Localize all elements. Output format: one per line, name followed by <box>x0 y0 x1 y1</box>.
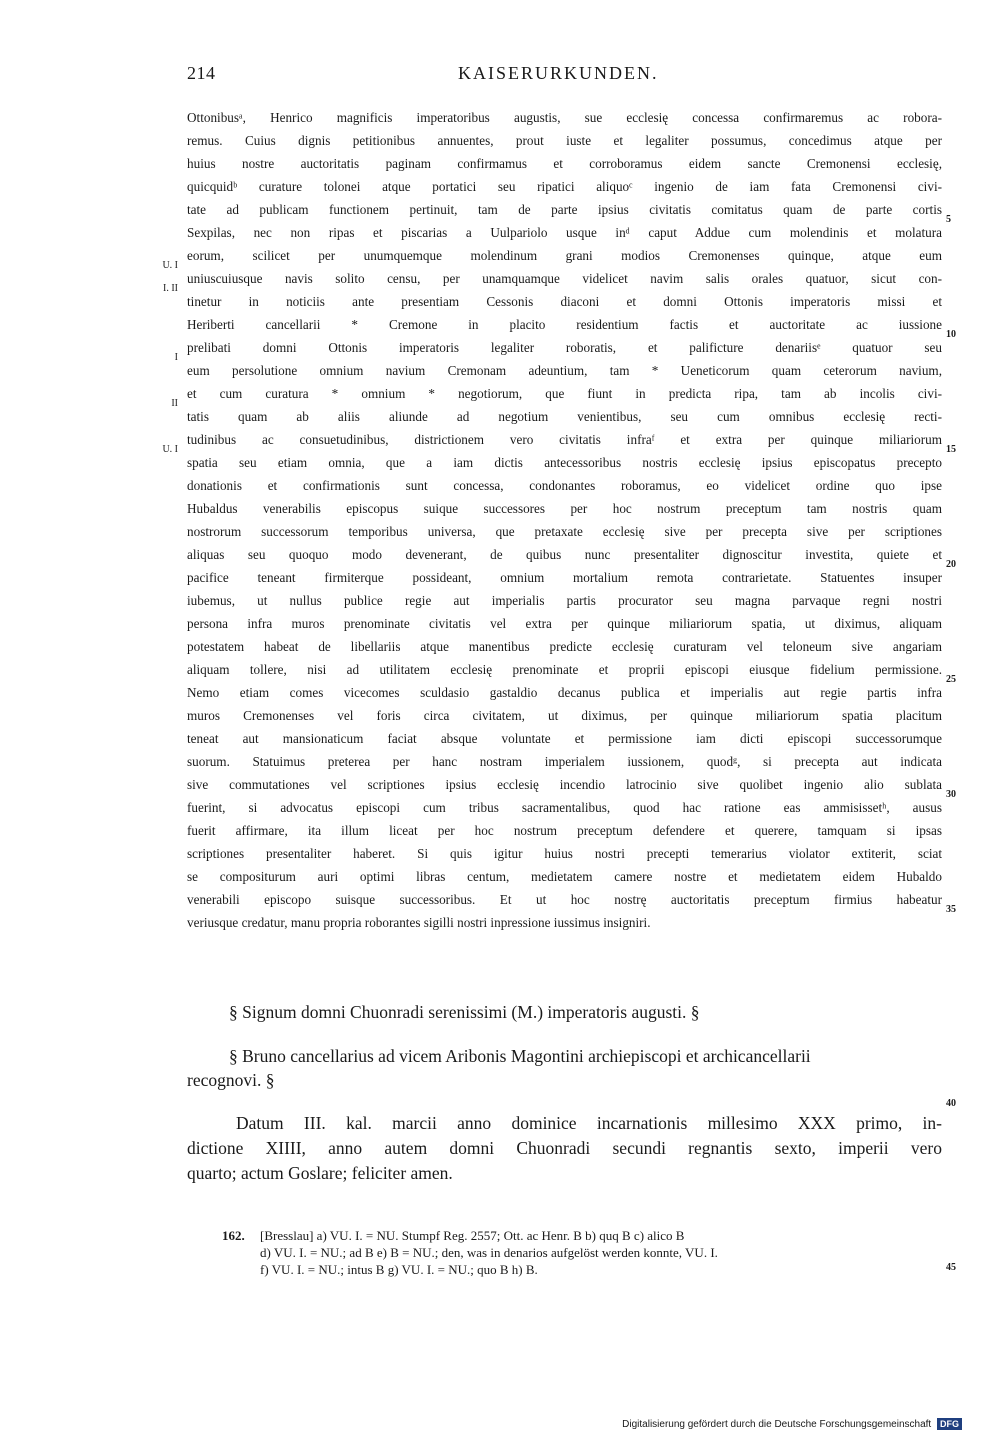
text-line: tudinibus ac consuetudinibus, districtionem vero civitatis infraᶠ et extra per quinque miliariorum <box>187 432 942 447</box>
text-line: potestatem habeat de libellariis atque manentibus predicte ecclesię curaturam vel teloneum sive angariam <box>187 639 942 654</box>
signum-text: § Signum domni Chuonradi serenissimi (M.) imperatoris augusti. § <box>229 1002 700 1022</box>
text-line: persona infra muros prenominate civitatis vel extra per quinque miliariorum spatia, ut diximus, aliquam <box>187 616 942 631</box>
margin-note: I. II <box>163 283 178 294</box>
line-number: 45 <box>946 1262 956 1273</box>
text-line: Hubaldus venerabilis episcopus suique successores per hoc nostrum preceptum tam nostris quam <box>187 501 942 516</box>
text-line: spatia seu etiam omnia, que a iam dictis antecessoribus nostris ecclesię ipsius episcopatus precepto <box>187 455 942 470</box>
text-line: sive commutationes vel scriptiones ipsius ecclesię incendio latrocinio sive quolibet ingenio alio sublata <box>187 777 942 792</box>
recognition-text: § Bruno cancellarius ad vicem Aribonis Magontini archiepiscopi et archicancellarii <box>229 1046 811 1066</box>
text-line: nostrorum successorum temporibus universa, que pretaxate ecclesię sive per precepta sive per scriptiones <box>187 524 942 539</box>
text-line: huius nostre auctoritatis paginam confirmamus et corroboramus eidem sancte Cremonensi ecclesię, <box>187 156 942 171</box>
text-line: eum persolutione omnium navium Cremonam adeuntium, tam * Ueneticorum quam ceterorum navium, <box>187 363 942 378</box>
recognition-text: recognovi. § <box>187 1070 275 1090</box>
text-line: Ottonibusᵃ, Henrico magnificis imperatoribus augustis, sue ecclesię concessa confirmaremus ac robora- <box>187 110 942 125</box>
text-line: Heriberti cancellarii * Cremone in placito residentium factis et auctoritate ac iussione <box>187 317 942 332</box>
text-line: Sexpilas, nec non ripas et piscarias a Uulpariolo usque inᵈ caput Addue cum molendinis et molatura <box>187 225 942 240</box>
line-number: 40 <box>946 1098 956 1109</box>
margin-note: U. I <box>162 444 178 455</box>
text-line: fuerit affirmare, ita illum liceat per hoc nostrum preceptum defendere et querere, tamquam si ipsas <box>187 823 942 838</box>
text-line: donationis et confirmationis sunt concessa, condonantes roboramus, eo videlicet ordine quo ipse <box>187 478 942 493</box>
dating-line: Datum III. kal. marcii anno dominice incarnationis millesimo XXX primo, in- <box>236 1113 942 1133</box>
running-title: KAISERURKUNDEN. <box>458 63 659 83</box>
text-line: pacifice teneant firmiterque possideant, omnium mortalium remota contrarietate. Statuentes insuper <box>187 570 942 585</box>
text-line: veriusque credatur, manu propria roborantes sigilli nostri inpressione iussimus insigniri. <box>187 915 651 930</box>
document-number: 162. <box>222 1228 245 1243</box>
line-number: 25 <box>946 674 956 685</box>
line-number: 30 <box>946 789 956 800</box>
dating-line: dictione XIIII, anno autem domni Chuonradi secundi regnantis sexto, imperii vero <box>187 1138 942 1158</box>
text-line: iubemus, ut nullus publice regie aut imperialis partis procurator seu magna parvaque regni nostri <box>187 593 942 608</box>
text-line: eorum, scilicet per unumquemque molendinum grani modios Cremonenses quinque, atque eum <box>187 248 942 263</box>
text-line: suorum. Statuimus preterea per hanc nostram imperialem iussionem, quodᵍ, si precepta aut indicata <box>187 754 942 769</box>
recognition-block <box>187 1044 947 1092</box>
line-number: 10 <box>946 329 956 340</box>
footnote-line: d) VU. I. = NU.; ad B e) B = NU.; den, was in denarios aufgelöst werden konnte, VU. I. <box>260 1245 718 1260</box>
credit-text: Digitalisierung gefördert durch die Deutsche Forschungsgemeinschaft <box>622 1419 932 1430</box>
text-line: tate ad publicam functionem pertinuit, tam de parte ipsius civitatis comitatus quam de parte cortis <box>187 202 942 217</box>
text-line: se compositurum auri optimi libras centum, medietatem camere nostre et medietatem eidem Hubaldo <box>187 869 942 884</box>
text-line: aliquas seu quoquo modo devenerant, de quibus nunc presentaliter dignoscitur investita, quiete et <box>187 547 942 562</box>
text-line: fuerint, si advocatus episcopi cum tribus sacramentalibus, quod hac ratione eas ammisissetʰ, ausus <box>187 800 942 815</box>
text-line: uniuscuiusque navis solito censu, per unamquamque videlicet navim salis orales quatuor, sicut con- <box>187 271 942 286</box>
dating-line: quarto; actum Goslare; feliciter amen. <box>187 1163 453 1183</box>
footnote-line: f) VU. I. = NU.; intus B g) VU. I. = NU.; quo B h) B. <box>260 1262 538 1277</box>
margin-note: I <box>174 352 178 363</box>
page-number: 214 <box>187 63 216 83</box>
signum-line <box>187 1000 947 1024</box>
text-line: remus. Cuius dignis petitionibus annuentes, prout iuste et legaliter possumus, concedimus atque per <box>187 133 942 148</box>
text-line: aliquam tollere, nisi ad utilitatem ecclesię prenominate et proprii episcopi eiusque fidelium permissione. <box>187 662 942 677</box>
text-line: tatis quam ab aliis aliunde ad negotium venientibus, seu cum omnibus ecclesię recti- <box>187 409 942 424</box>
line-number: 20 <box>946 559 956 570</box>
dfg-logo-icon: DFG <box>937 1418 962 1430</box>
text-line: teneat aut mansionaticum faciat absque voluntate et permissione iam dicti episcopi successorumque <box>187 731 942 746</box>
text-line: Nemo etiam comes vicecomes sculdasio gastaldio decanus publica et imperialis aut regie partis infra <box>187 685 942 700</box>
text-line: prelibati domni Ottonis imperatoris legaliter roboratis, et palificture denariisᵉ quatuor seu <box>187 340 942 355</box>
footnote-line: [Bresslau] a) VU. I. = NU. Stumpf Reg. 2557; Ott. ac Henr. B b) quq B c) alico B <box>260 1228 685 1243</box>
text-line: scriptiones presentaliter haberet. Si quis igitur huius nostri precepti temerarius violator extiterit, sciat <box>187 846 942 861</box>
text-line: tinetur in noticiis ante presentiam Cessonis diaconi et domni Ottonis imperatoris missi et <box>187 294 942 309</box>
line-number: 5 <box>946 214 951 225</box>
margin-note: U. I <box>162 260 178 271</box>
line-number: 35 <box>946 904 956 915</box>
text-line: venerabili episcopo suisque successoribus. Et ut hoc nostrę auctoritatis preceptum firmius habeatur <box>187 892 942 907</box>
text-line: quicquidᵇ curature tolonei atque portatici seu ripatici aliquoᶜ ingenio de iam fata Cremonensi civi- <box>187 179 942 194</box>
digitization-credit <box>622 1418 962 1430</box>
line-number: 15 <box>946 444 956 455</box>
text-line: muros Cremonenses vel foris circa civitatem, ut diximus, per quinque miliariorum spatia placitum <box>187 708 942 723</box>
text-line: et cum curatura * omnium * negotiorum, que fiunt in predicta ripa, tam ab incolis civi- <box>187 386 942 401</box>
margin-note: II <box>171 398 178 409</box>
